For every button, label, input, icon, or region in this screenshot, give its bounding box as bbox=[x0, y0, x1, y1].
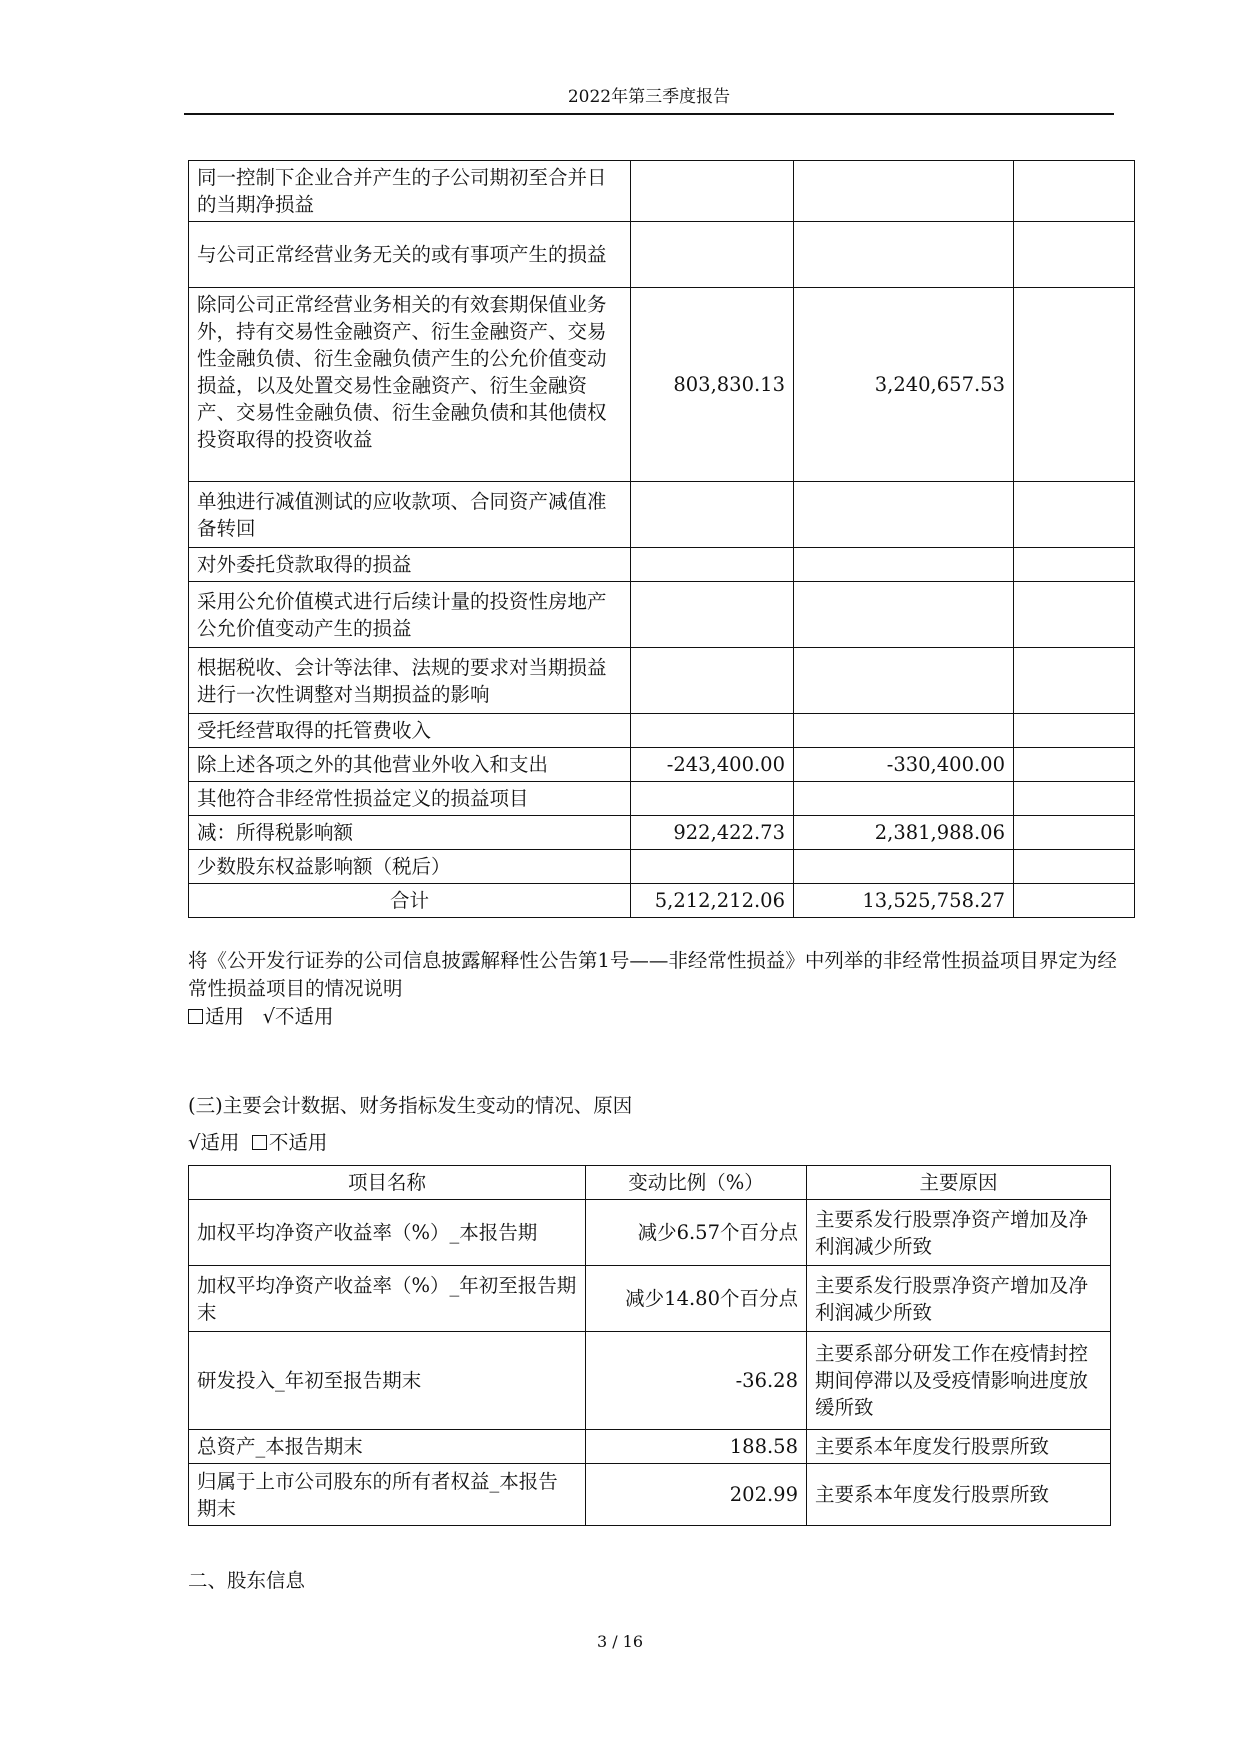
main-reason: 主要系发行股票净资产增加及净利润减少所致 bbox=[807, 1266, 1111, 1332]
total-row bbox=[189, 884, 1135, 918]
change-ratio: 减少6.57个百分点 bbox=[586, 1200, 807, 1266]
section-title-changes: (三)主要会计数据、财务指标发生变动的情况、原因 bbox=[188, 1094, 633, 1117]
current-period-value bbox=[631, 161, 794, 222]
table-row bbox=[189, 161, 1135, 222]
table-row bbox=[189, 648, 1135, 714]
ytd-value bbox=[794, 582, 1014, 648]
note-cell bbox=[1014, 850, 1135, 884]
item-name: 加权平均净资产收益率（%）_本报告期 bbox=[189, 1200, 586, 1266]
current-period-value: 922,422.73 bbox=[631, 816, 794, 850]
ytd-value: 2,381,988.06 bbox=[794, 816, 1014, 850]
table-row bbox=[189, 548, 1135, 582]
note-cell bbox=[1014, 648, 1135, 714]
ytd-value: 13,525,758.27 bbox=[794, 884, 1014, 918]
main-reason: 主要系本年度发行股票所致 bbox=[807, 1464, 1111, 1526]
ytd-value bbox=[794, 482, 1014, 548]
row-label: 单独进行减值测试的应收款项、合同资产减值准备转回 bbox=[189, 482, 631, 548]
ytd-value: -330,400.00 bbox=[794, 748, 1014, 782]
applicable-option: √适用 bbox=[188, 1131, 240, 1154]
table-row bbox=[189, 714, 1135, 748]
note-cell bbox=[1014, 548, 1135, 582]
table-row bbox=[189, 482, 1135, 548]
item-name: 总资产_本报告期末 bbox=[189, 1430, 586, 1464]
ytd-value bbox=[794, 714, 1014, 748]
ytd-value bbox=[794, 782, 1014, 816]
item-name: 研发投入_年初至报告期末 bbox=[189, 1332, 586, 1430]
ytd-value: 3,240,657.53 bbox=[794, 288, 1014, 482]
change-ratio: 202.99 bbox=[586, 1464, 807, 1526]
table-row bbox=[189, 288, 1135, 482]
indicator-change-table bbox=[188, 1165, 1111, 1526]
checkbox-icon bbox=[188, 1009, 203, 1024]
table-row bbox=[189, 816, 1135, 850]
ytd-value bbox=[794, 548, 1014, 582]
row-label: 少数股东权益影响额（税后） bbox=[189, 850, 631, 884]
header-rule bbox=[184, 113, 1114, 115]
note-applicability bbox=[188, 1003, 1128, 1031]
ytd-value bbox=[794, 222, 1014, 288]
not-applicable-option: 不适用 bbox=[268, 1131, 328, 1154]
note-cell bbox=[1014, 816, 1135, 850]
row-label: 同一控制下企业合并产生的子公司期初至合并日的当期净损益 bbox=[189, 161, 631, 222]
row-label: 其他符合非经常性损益定义的损益项目 bbox=[189, 782, 631, 816]
current-period-value bbox=[631, 782, 794, 816]
current-period-value bbox=[631, 482, 794, 548]
ytd-value bbox=[794, 161, 1014, 222]
current-period-value: 5,212,212.06 bbox=[631, 884, 794, 918]
table-row bbox=[189, 582, 1135, 648]
page-number: 3 / 16 bbox=[596, 1632, 644, 1651]
row-label: 与公司正常经营业务无关的或有事项产生的损益 bbox=[189, 222, 631, 288]
row-label: 除同公司正常经营业务相关的有效套期保值业务外，持有交易性金融资产、衍生金融资产、交易性金融负债、衍生金融负债产生的公允价值变动损益，以及处置交易性金融资产、衍生金融资产、交易性金融负债、衍生金融负债和其他债权投资取得的投资收益 bbox=[189, 288, 631, 482]
row-label: 对外委托贷款取得的损益 bbox=[189, 548, 631, 582]
table-row bbox=[189, 1266, 1111, 1332]
reclassification-note: 将《公开发行证券的公司信息披露解释性公告第1号——非经常性损益》中列举的非经常性损益项目界定为经常性损益项目的情况说明 bbox=[188, 949, 1117, 1000]
column-header: 项目名称 bbox=[189, 1166, 586, 1200]
report-header: 2022年第三季度报告 bbox=[567, 87, 731, 107]
row-label: 减：所得税影响额 bbox=[189, 816, 631, 850]
table-row bbox=[189, 1200, 1111, 1266]
non-recurring-gains-table bbox=[188, 160, 1135, 918]
table-row bbox=[189, 222, 1135, 288]
current-period-value: 803,830.13 bbox=[631, 288, 794, 482]
section3-applicability bbox=[188, 1129, 1128, 1157]
note-cell bbox=[1014, 714, 1135, 748]
main-reason: 主要系部分研发工作在疫情封控期间停滞以及受疫情影响进度放缓所致 bbox=[807, 1332, 1111, 1430]
table-row bbox=[189, 748, 1135, 782]
note-cell bbox=[1014, 482, 1135, 548]
note-cell bbox=[1014, 884, 1135, 918]
current-period-value bbox=[631, 548, 794, 582]
row-label: 根据税收、会计等法律、法规的要求对当期损益进行一次性调整对当期损益的影响 bbox=[189, 648, 631, 714]
current-period-value bbox=[631, 648, 794, 714]
current-period-value bbox=[631, 582, 794, 648]
not-applicable-option: √不适用 bbox=[262, 1005, 334, 1028]
note-cell bbox=[1014, 288, 1135, 482]
table-row bbox=[189, 1332, 1111, 1430]
column-header: 变动比例（%） bbox=[586, 1166, 807, 1200]
item-name: 加权平均净资产收益率（%）_年初至报告期末 bbox=[189, 1266, 586, 1332]
current-period-value bbox=[631, 714, 794, 748]
current-period-value bbox=[631, 850, 794, 884]
table-row bbox=[189, 850, 1135, 884]
note-cell bbox=[1014, 748, 1135, 782]
row-label: 除上述各项之外的其他营业外收入和支出 bbox=[189, 748, 631, 782]
table-row bbox=[189, 782, 1135, 816]
current-period-value: -243,400.00 bbox=[631, 748, 794, 782]
change-ratio: 减少14.80个百分点 bbox=[586, 1266, 807, 1332]
change-ratio: 188.58 bbox=[586, 1430, 807, 1464]
applicable-option: 适用 bbox=[205, 1005, 245, 1028]
row-label: 合计 bbox=[189, 884, 631, 918]
table-row bbox=[189, 1430, 1111, 1464]
table-header-row bbox=[189, 1166, 1111, 1200]
note-cell bbox=[1014, 161, 1135, 222]
row-label: 受托经营取得的托管费收入 bbox=[189, 714, 631, 748]
main-reason: 主要系发行股票净资产增加及净利润减少所致 bbox=[807, 1200, 1111, 1266]
note-cell bbox=[1014, 222, 1135, 288]
item-name: 归属于上市公司股东的所有者权益_本报告期末 bbox=[189, 1464, 586, 1526]
checkbox-icon bbox=[252, 1135, 267, 1150]
ytd-value bbox=[794, 648, 1014, 714]
note-cell bbox=[1014, 582, 1135, 648]
column-header: 主要原因 bbox=[807, 1166, 1111, 1200]
table-row bbox=[189, 1464, 1111, 1526]
ytd-value bbox=[794, 850, 1014, 884]
row-label: 采用公允价值模式进行后续计量的投资性房地产公允价值变动产生的损益 bbox=[189, 582, 631, 648]
current-period-value bbox=[631, 222, 794, 288]
note-cell bbox=[1014, 782, 1135, 816]
main-reason: 主要系本年度发行股票所致 bbox=[807, 1430, 1111, 1464]
section-title-shareholders: 二、股东信息 bbox=[188, 1569, 306, 1592]
change-ratio: -36.28 bbox=[586, 1332, 807, 1430]
